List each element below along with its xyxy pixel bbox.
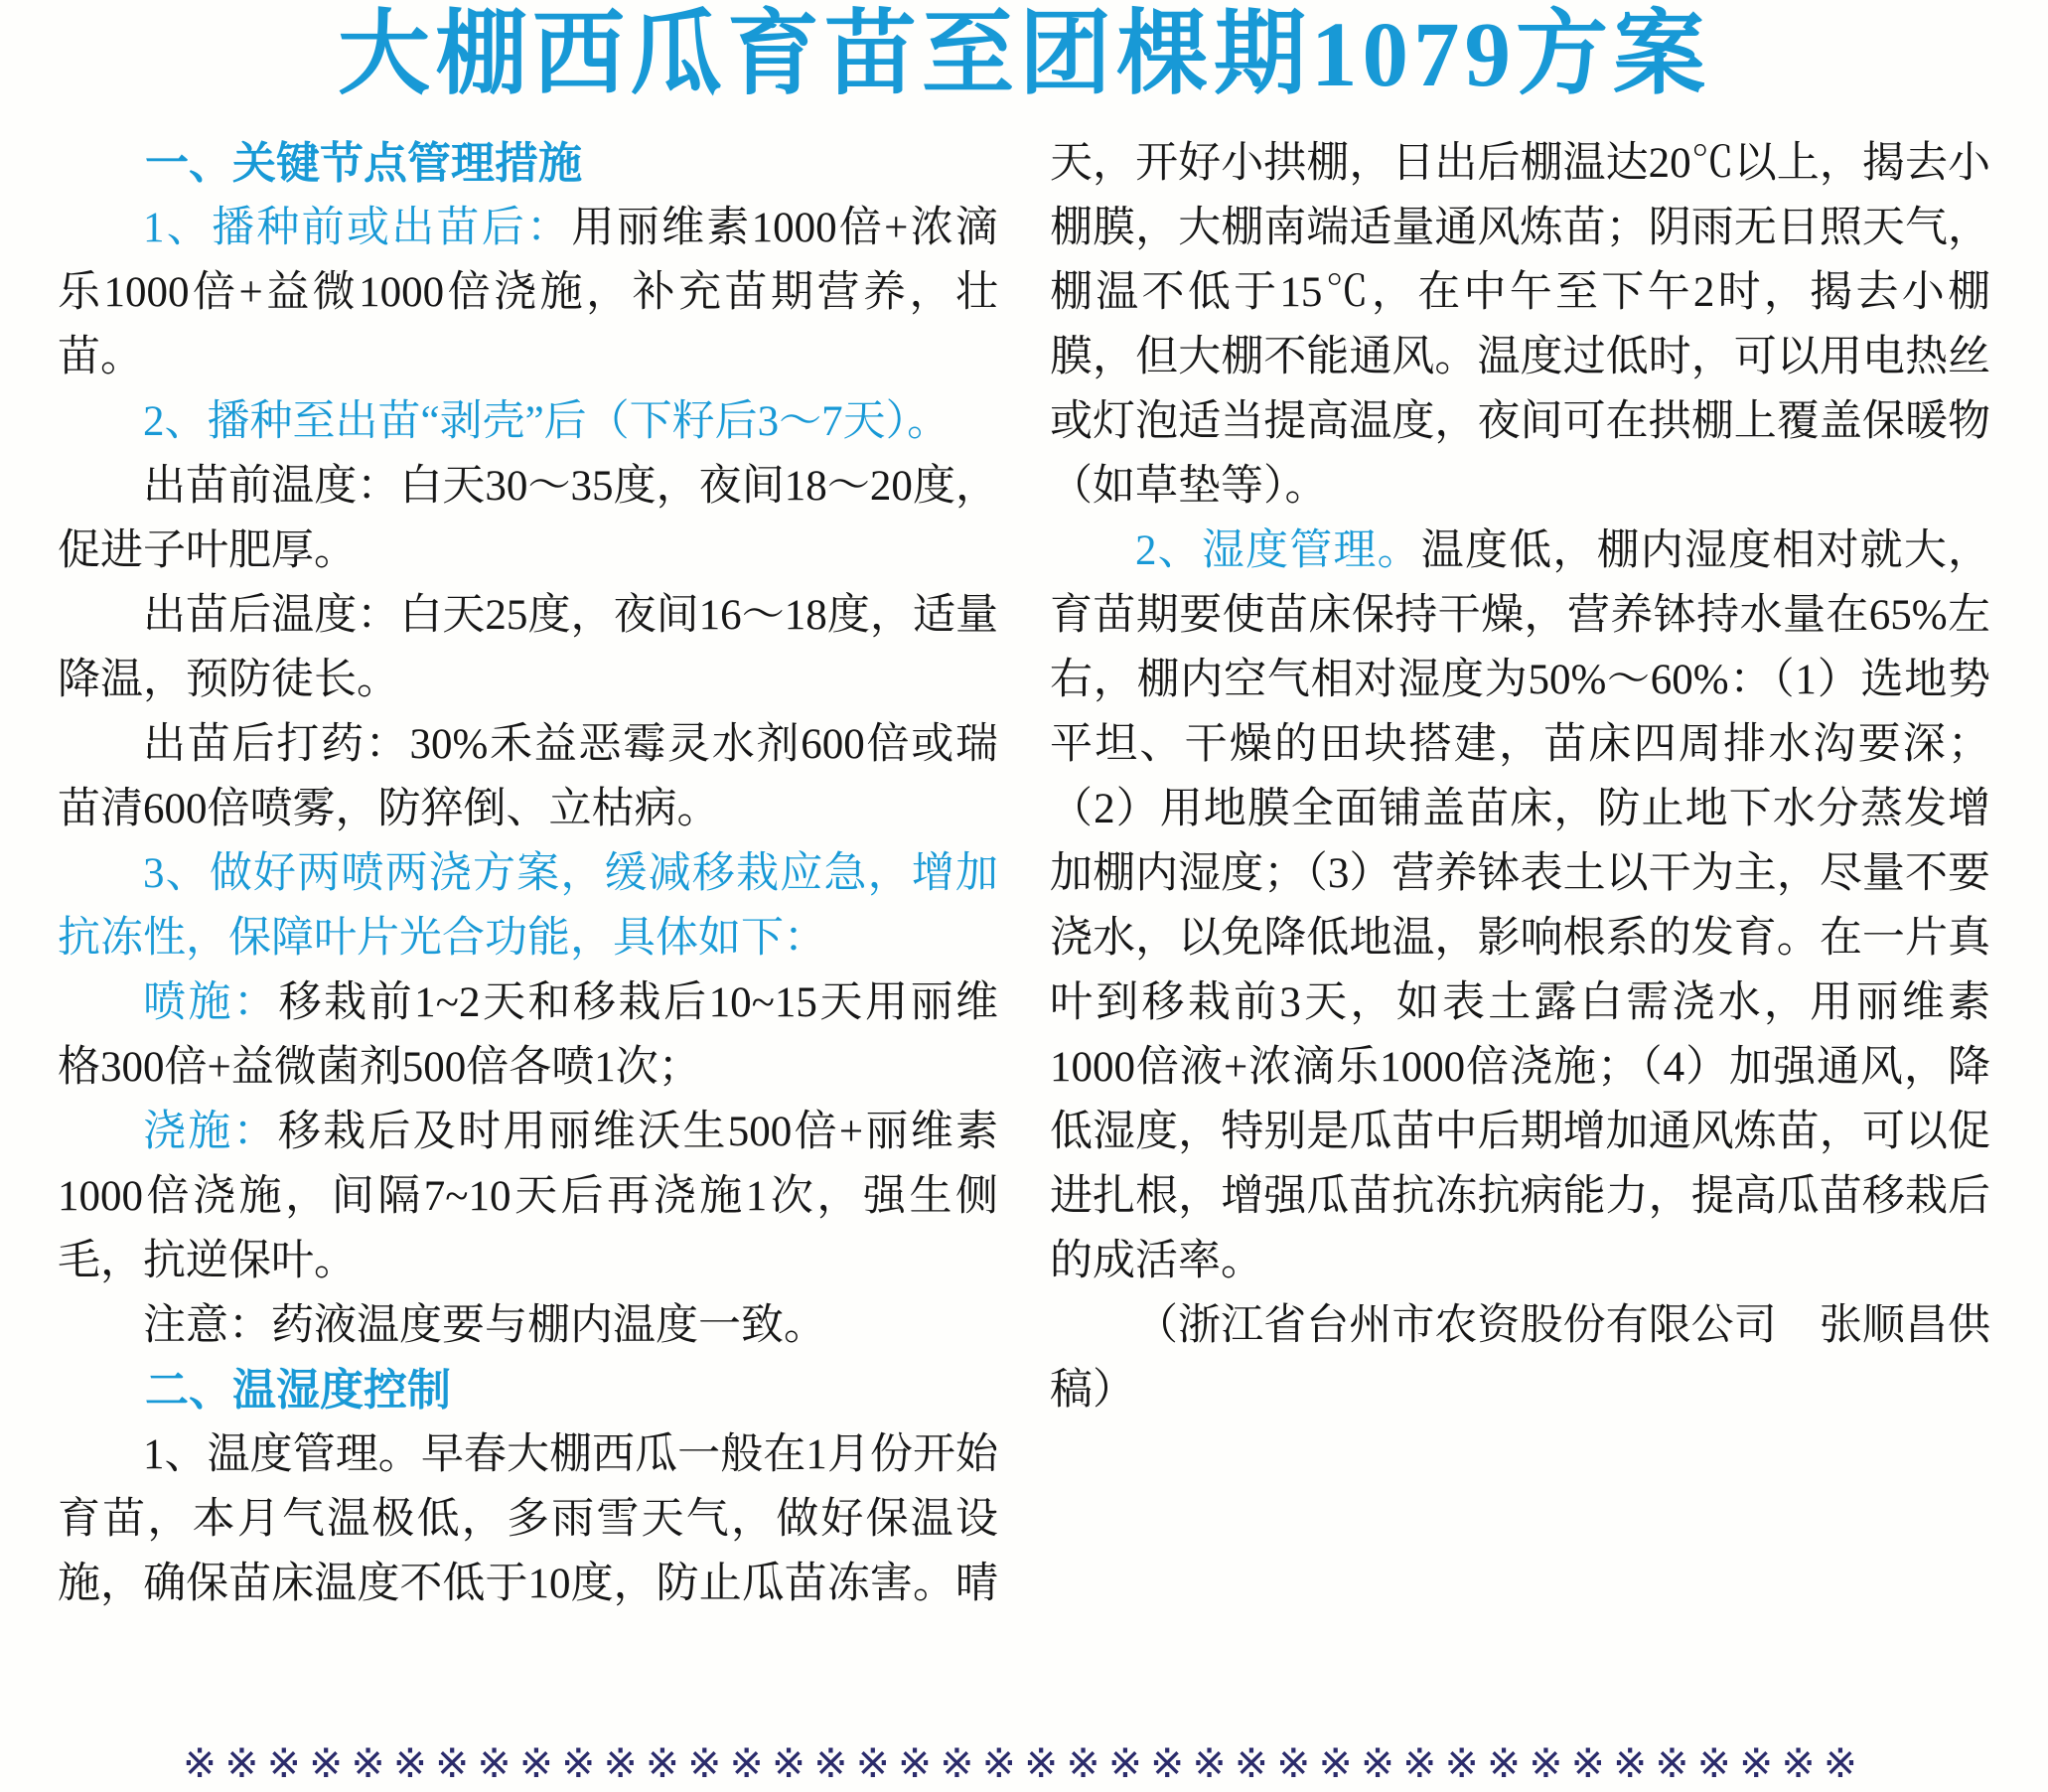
paragraph-lead: 浇施：	[143, 1109, 278, 1156]
paragraph: （浙江省台州市农资股份有限公司 张顺昌供稿）	[1050, 1302, 1990, 1415]
section-heading: 一、关键节点管理措施	[145, 139, 582, 189]
paragraph: 2、湿度管理。温度低，棚内湿度相对就大，育苗期要使苗床保持干燥，营养钵持水量在65%左右，棚内空气相对湿度为50%～60%：（1）选地势平坦、干燥的田块搭建，苗床四周排水沟要深；（2）用地膜全面铺盖苗床，防止地下水分蒸发增加棚内湿度；（3）营养钵表土以干为主，尽量不要浇水，以免降低地温，影响根系的发育。在一片真叶到移栽前3天，如表土露白需浇水，用丽维素1000倍液+浓滴乐1000倍浇施；（4）加强通风，降低湿度，特别是瓜苗中后期增加通风炼苗，可以促进扎根，增强瓜苗抗冻抗病能力，提高瓜苗移栽后的成活率。	[1050, 527, 1991, 1285]
paragraph: 2、播种至出苗“剥壳”后（下籽后3～7天）。	[143, 398, 951, 446]
paragraph: 出苗前温度：白天30～35度，夜间18～20度，促进子叶肥厚。	[58, 463, 998, 575]
paragraph: 3、做好两喷两浇方案，缓减移栽应急，增加抗冻性，保障叶片光合功能，具体如下：	[58, 850, 998, 963]
decorative-border: ※※※※※※※※※※※※※※※※※※※※※※※※※※※※※※※※※※※※※※※※	[182, 1740, 1866, 1786]
paragraph: 1、温度管理。早春大棚西瓜一般在1月份开始育苗，本月气温极低，多雨雪天气，做好保温设施，确保苗床温度不低于10度，防止瓜苗冻害。晴天，开好小拱棚，日出后棚温达20℃以上，揭去小棚膜，大棚南端适量通风炼苗；阴雨无日照天气，棚温不低于15℃，在中午至下午2时，揭去小棚膜，但大棚不能通风。温度过低时，可以用电热丝或灯泡适当提高温度，夜间可在拱棚上覆盖保暖物（如草垫等）。	[58, 140, 1990, 1608]
paragraph-lead: 喷施：	[143, 979, 279, 1027]
paragraph: 浇施：移栽后及时用丽维沃生500倍+丽维素1000倍浇施，间隔7~10天后再浇施1次，强生侧毛，抗逆保叶。	[58, 1109, 998, 1285]
section-heading: 二、温湿度控制	[145, 1366, 451, 1416]
paragraph-lead: 2、湿度管理。	[1135, 527, 1421, 575]
paragraph: 出苗后温度：白天25度，夜间16～18度，适量降温，预防徒长。	[58, 592, 998, 704]
paragraph: 出苗后打药：30%禾益恶霉灵水剂600倍或瑞苗清600倍喷雾，防猝倒、立枯病。	[58, 721, 998, 833]
paragraph: 注意：药液温度要与棚内温度一致。	[143, 1302, 826, 1350]
paragraph: 1、播种前或出苗后：用丽维素1000倍+浓滴乐1000倍+益微1000倍浇施，补充苗期营养，壮苗。	[58, 205, 998, 381]
paragraph: 喷施：移栽前1~2天和移栽后10~15天用丽维格300倍+益微菌剂500倍各喷1次；	[58, 979, 999, 1092]
paragraph-lead: 1、播种前或出苗后：	[143, 205, 572, 252]
article-columns	[0, 131, 2048, 1633]
page-title: 大棚西瓜育苗至团棵期1079方案	[338, 4, 1710, 106]
